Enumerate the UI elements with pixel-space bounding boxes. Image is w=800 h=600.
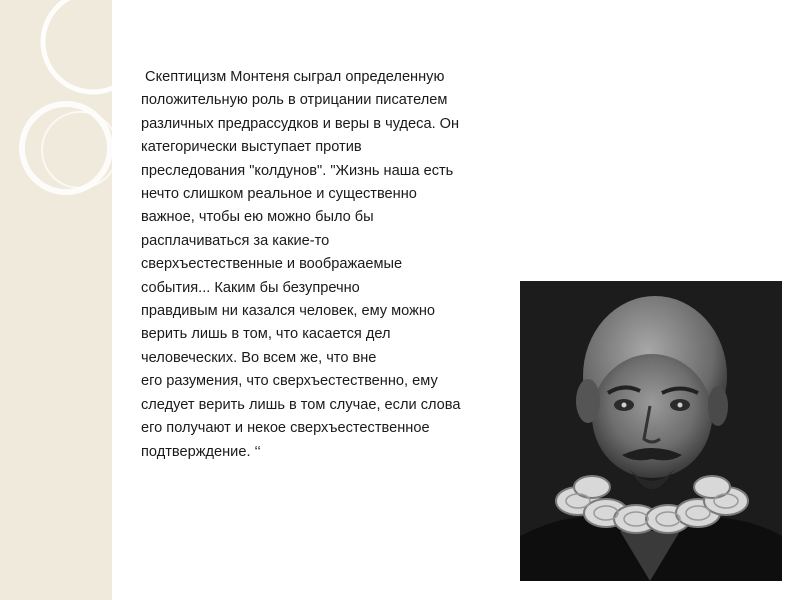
portrait-image bbox=[520, 281, 782, 581]
decorative-side-band bbox=[0, 0, 112, 600]
quote-paragraph: Скептицизм Монтеня сыграл определенную положительную роль в отрицании писателем различных предрассудков и веры в чудеса. Он категорически выступает против преследования "колдунов". "Жизнь наша есть нечто слишком реальное и существенно важное, чтобы ею можно было бы расплачиваться за какие-то сверхъестественные и воображаемые события... Каким бы безупречно правдивым ни казался человек, ему можно верить лишь в том, что касается дел человеческих. Во всем же, что вне его разумения, что сверхъестественно, ему следует верить лишь в том случае, если слова его получают и некое сверхъестественное подтверждение. ‘‘ bbox=[141, 69, 461, 460]
montaigne-portrait-illustration bbox=[520, 281, 782, 581]
